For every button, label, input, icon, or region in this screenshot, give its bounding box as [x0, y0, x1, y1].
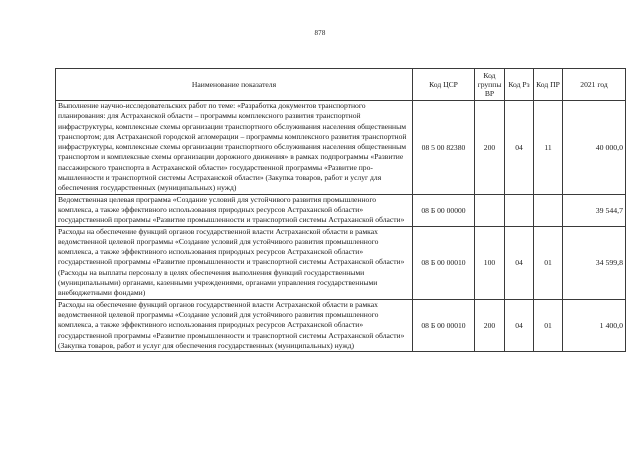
- row-amount: 34 599,8: [563, 226, 626, 299]
- row-pr-code: 01: [534, 226, 563, 299]
- header-rz-code: Код Рз: [505, 69, 534, 101]
- row-amount: 1 400,0: [563, 299, 626, 351]
- row-csr-code: 08 Б 00 00010: [413, 226, 475, 299]
- row-indicator-name: Расходы на обеспечение функций органов государственной власти Астраханской области в рамках ведомственной целевой программы «Создание условий для устойчивого развития промышленного комплекса, а также эффективного использования природных ресурсов Астраханской области» государственной программы «Развитие промышленности и транспортной системы Астраханской области» (Расходы на выплаты персоналу в целях обеспечения выполнения функций государственными (муниципальными) органами, казенными учреждениями, органами управления государственными внебюджетными фондами): [56, 226, 413, 299]
- table-row: [56, 226, 626, 299]
- header-csr-code: Код ЦСР: [413, 69, 475, 101]
- row-amount: 40 000,0: [563, 101, 626, 195]
- row-vr-code: 200: [475, 299, 505, 351]
- row-pr-code: 11: [534, 101, 563, 195]
- row-vr-code: 100: [475, 226, 505, 299]
- row-vr-code: [475, 194, 505, 226]
- row-csr-code: 08 Б 00 00000: [413, 194, 475, 226]
- budget-table: [55, 68, 626, 352]
- header-pr-code: Код ПР: [534, 69, 563, 101]
- table-row: [56, 101, 626, 195]
- table-row: [56, 299, 626, 351]
- row-indicator-name: Выполнение научно-исследовательских работ по теме: «Разработка документов транспортного планирования: для Астраханской области – программы комплексного развития транспортной инфраструктуры, комплексные схемы организации транспортного обслуживания населения общественным транспортом; для Астраханской городской агломерации – программы комплексного развития транспортной инфраструктуры, комплексные схемы организации транспортного обслуживания населения общественным транспортом и комплексные схемы организации дорожного движения» в рамках подпрограммы «Развитие пассажирского транспорта в Астраханской области» государственной программы «Развитие промышленности и транспортной системы Астраханской области» (Закупка товаров, работ и услуг для обеспечения государственных (муниципальных) нужд): [56, 101, 413, 195]
- header-year-2021: 2021 год: [563, 69, 626, 101]
- row-csr-code: 08 5 00 82380: [413, 101, 475, 195]
- row-indicator-name: Ведомственная целевая программа «Создание условий для устойчивого развития промышленного комплекса, а также эффективного использования природных ресурсов Астраханской области» государственной программы «Развитие промышленности и транспортной системы Астраханской области»: [56, 194, 413, 226]
- row-vr-code: 200: [475, 101, 505, 195]
- row-indicator-name: Расходы на обеспечение функций органов государственной власти Астраханской области в рамках ведомственной целевой программы «Создание условий для устойчивого развития промышленного комплекса, а также эффективного использования природных ресурсов Астраханской области» государственной программы «Развитие промышленности и транспортной системы Астраханской области» (Закупка товаров, работ и услуг для обеспечения государственных (муниципальных) нужд): [56, 299, 413, 351]
- header-indicator-name: Наименование показателя: [56, 69, 413, 101]
- row-amount: 39 544,7: [563, 194, 626, 226]
- row-rz-code: 04: [505, 101, 534, 195]
- table-row: [56, 194, 626, 226]
- row-pr-code: [534, 194, 563, 226]
- header-vr-code: Код группы ВР: [475, 69, 505, 101]
- page-number: 878: [314, 29, 326, 37]
- row-rz-code: 04: [505, 299, 534, 351]
- row-rz-code: [505, 194, 534, 226]
- row-pr-code: 01: [534, 299, 563, 351]
- row-csr-code: 08 Б 00 00010: [413, 299, 475, 351]
- row-rz-code: 04: [505, 226, 534, 299]
- table-header-row: [56, 69, 626, 101]
